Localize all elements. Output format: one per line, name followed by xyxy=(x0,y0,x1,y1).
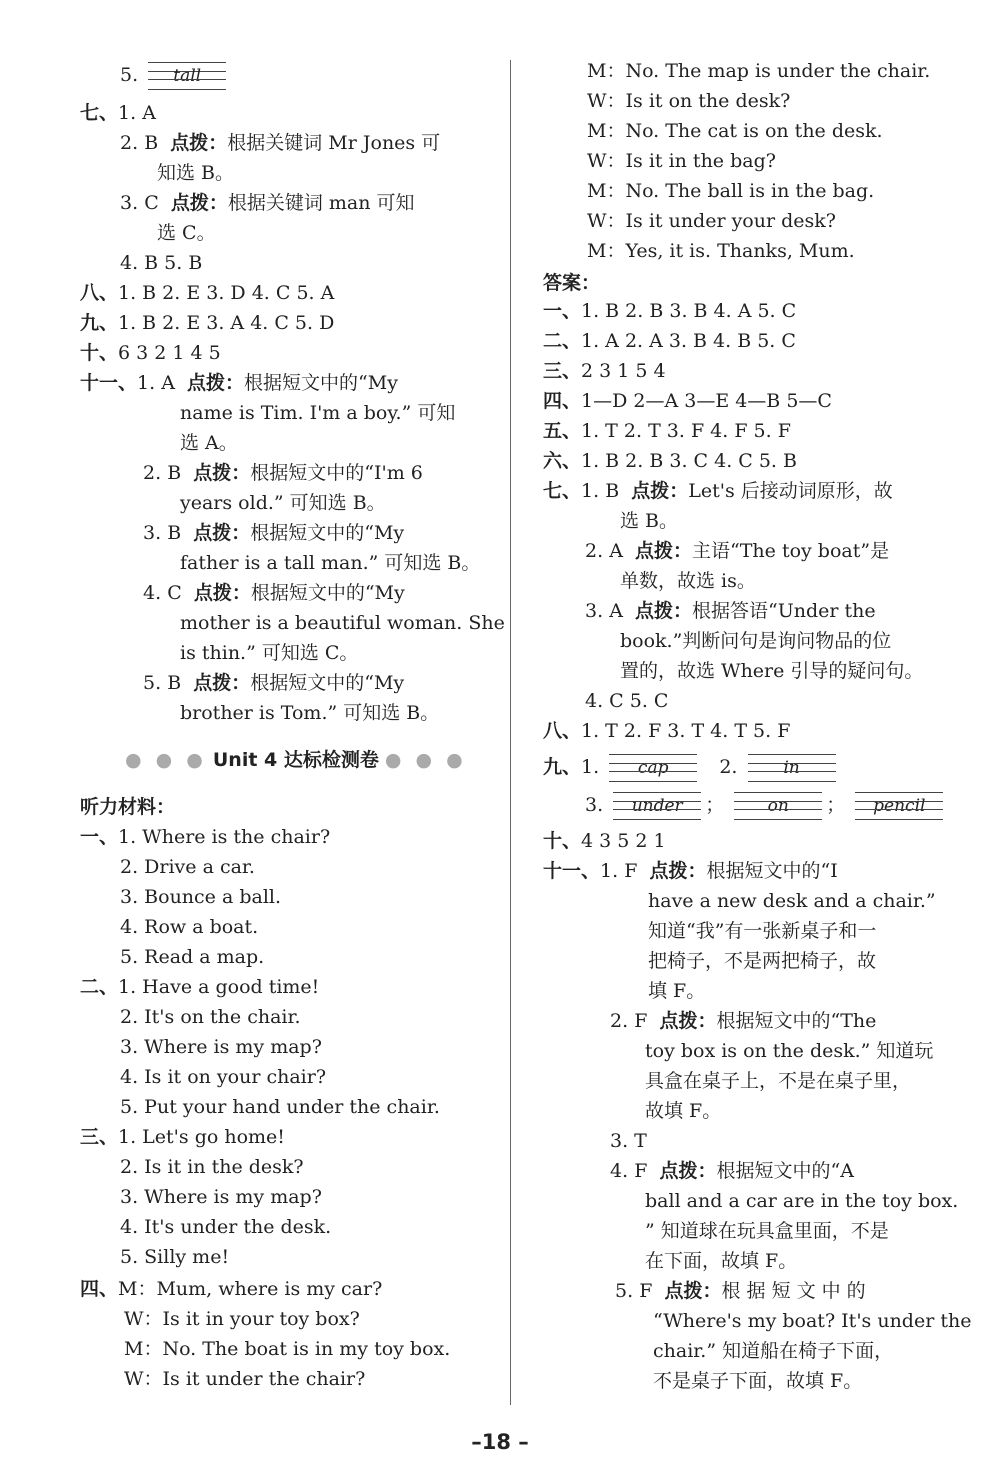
answer-line: 七、1. A xyxy=(80,102,156,124)
answer-line: 八、1. B 2. E 3. D 4. C 5. A xyxy=(80,282,335,304)
answer-line: 知选 B。 xyxy=(157,162,235,184)
answer-line: 单数，故选 is。 xyxy=(620,570,756,592)
answer-line: 5. B 点拨：根据短文中的“My xyxy=(143,672,405,694)
answer-line xyxy=(120,60,230,90)
script-line: 三、1. Let's go home! xyxy=(80,1126,285,1148)
answer-line: 十、6 3 2 1 4 5 xyxy=(80,342,221,364)
answer-line: 九、1. B 2. E 3. A 4. C 5. D xyxy=(80,312,335,334)
script-line: W：Is it under your desk? xyxy=(587,210,836,232)
answer-line: 4. C 点拨：根据短文中的“My xyxy=(143,582,405,604)
script-line: M：No. The boat is in my toy box. xyxy=(124,1338,451,1360)
script-line: M：Yes, it is. Thanks, Mum. xyxy=(587,240,855,262)
answer-line: 具盒在桌子上，不是在桌子里， xyxy=(645,1070,912,1092)
script-line: M：No. The ball is in the bag. xyxy=(587,180,875,202)
script-line: W：Is it on the desk? xyxy=(587,90,791,112)
answer-line: 5. F 点拨：根 据 短 文 中 的 xyxy=(615,1280,866,1302)
script-line: 5. Read a map. xyxy=(120,946,265,968)
answer-line: 二、1. A 2. A 3. B 4. B 5. C xyxy=(543,330,796,352)
answer-line: book.”判断问句是询问物品的位 xyxy=(620,630,892,652)
unit-title: ● ● ● Unit 4 达标检测卷 ● ● ● xyxy=(125,749,467,771)
answer-line: 3. B 点拨：根据短文中的“My xyxy=(143,522,405,544)
script-line: 4. Row a boat. xyxy=(120,916,259,938)
answer-line: 2. A 点拨：主语“The toy boat”是 xyxy=(585,540,890,562)
handwriting-box: in xyxy=(748,754,836,782)
script-line: 5. Silly me! xyxy=(120,1246,230,1268)
item-number: 5. xyxy=(120,64,139,86)
answer-line: 六、1. B 2. B 3. C 4. C 5. B xyxy=(543,450,797,472)
script-line: 5. Put your hand under the chair. xyxy=(120,1096,440,1118)
decorative-dots: ● ● ● xyxy=(384,749,467,771)
answer-line: 知道“我”有一张新桌子和一 xyxy=(648,920,877,942)
answer-line: 2. B 点拨：根据关键词 Mr Jones 可 xyxy=(120,132,441,154)
answer-line: 3. under ； on ； pencil xyxy=(585,790,947,820)
answer-line: father is a tall man.” 可知选 B。 xyxy=(180,552,481,574)
script-line: W：Is it in the bag? xyxy=(587,150,776,172)
answer-line: 置的，故选 Where 引导的疑问句。 xyxy=(620,660,924,682)
answer-line: 在下面，故填 F。 xyxy=(645,1250,798,1272)
answer-line: 把椅子，不是两把椅子，故 xyxy=(648,950,877,972)
script-line: M：No. The cat is on the desk. xyxy=(587,120,883,142)
answer-line: 四、1—D 2—A 3—E 4—B 5—C xyxy=(543,390,832,412)
answer-line: 五、1. T 2. T 3. F 4. F 5. F xyxy=(543,420,791,442)
script-line: W：Is it under the chair? xyxy=(124,1368,366,1390)
answer-line: 2. F 点拨：根据短文中的“The xyxy=(610,1010,877,1032)
handwriting-box: under xyxy=(613,792,701,820)
handwriting-box: pencil xyxy=(855,792,943,820)
answer-line: 七、1. B 点拨：Let's 后接动词原形，故 xyxy=(543,480,893,502)
script-line: 3. Bounce a ball. xyxy=(120,886,282,908)
answer-line: “Where's my boat? It's under the xyxy=(653,1310,972,1332)
script-line: W：Is it in your toy box? xyxy=(124,1308,360,1330)
answer-line: 三、2 3 1 5 4 xyxy=(543,360,666,382)
handwriting-box: on xyxy=(734,792,822,820)
script-line: 2. It's on the chair. xyxy=(120,1006,301,1028)
answer-line: 一、1. B 2. B 3. B 4. A 5. C xyxy=(543,300,797,322)
section-heading: 答案： xyxy=(543,272,601,294)
answer-line: 选 B。 xyxy=(620,510,679,532)
answer-line: 十一、1. F 点拨：根据短文中的“I xyxy=(543,860,838,882)
answer-line: have a new desk and a chair.” xyxy=(648,890,936,912)
answer-line: 4. C 5. C xyxy=(585,690,669,712)
handwriting-box: tall xyxy=(148,62,226,90)
script-line: 四、M：Mum, where is my car? xyxy=(80,1278,383,1300)
answer-line: 3. A 点拨：根据答语“Under the xyxy=(585,600,876,622)
answer-line: 填 F。 xyxy=(648,980,706,1002)
script-line: 2. Drive a car. xyxy=(120,856,255,878)
answer-line: chair.” 知道船在椅子下面， xyxy=(653,1340,894,1362)
answer-line: 选 C。 xyxy=(157,222,216,244)
handwriting-box: cap xyxy=(609,754,697,782)
answer-line: 4. B 5. B xyxy=(120,252,203,274)
answer-line: 八、1. T 2. F 3. T 4. T 5. F xyxy=(543,720,791,742)
column-divider xyxy=(510,60,511,1405)
answer-line: name is Tim. I'm a boy.” 可知 xyxy=(180,402,456,424)
script-line: 2. Is it in the desk? xyxy=(120,1156,304,1178)
answer-line: 4. F 点拨：根据短文中的“A xyxy=(610,1160,854,1182)
answer-line: 九、1. cap 2. in xyxy=(543,752,840,782)
answer-line: 故填 F。 xyxy=(645,1100,722,1122)
script-line: 3. Where is my map? xyxy=(120,1036,322,1058)
answer-line: 十、4 3 5 2 1 xyxy=(543,830,666,852)
script-line: 一、1. Where is the chair? xyxy=(80,826,331,848)
answer-line: mother is a beautiful woman. She xyxy=(180,612,505,634)
answer-line: brother is Tom.” 可知选 B。 xyxy=(180,702,440,724)
answer-line: years old.” 可知选 B。 xyxy=(180,492,386,514)
script-line: 3. Where is my map? xyxy=(120,1186,322,1208)
answer-line: toy box is on the desk.” 知道玩 xyxy=(645,1040,934,1062)
answer-line: ball and a car are in the toy box. xyxy=(645,1190,959,1212)
script-line: 二、1. Have a good time! xyxy=(80,976,320,998)
script-line: 4. Is it on your chair? xyxy=(120,1066,327,1088)
answer-line: 3. C 点拨：根据关键词 man 可知 xyxy=(120,192,415,214)
answer-line: is thin.” 可知选 C。 xyxy=(180,642,359,664)
answer-line: 不是桌子下面，故填 F。 xyxy=(653,1370,863,1392)
page-number: –18 – xyxy=(471,1430,529,1454)
decorative-dots: ● ● ● xyxy=(125,749,207,771)
section-heading: 听力材料： xyxy=(80,796,176,818)
answer-line: 3. T xyxy=(610,1130,647,1152)
script-line: M：No. The map is under the chair. xyxy=(587,60,931,82)
answer-line: 2. B 点拨：根据短文中的“I'm 6 xyxy=(143,462,423,484)
answer-line: ” 知道球在玩具盒里面，不是 xyxy=(645,1220,889,1242)
script-line: 4. It's under the desk. xyxy=(120,1216,332,1238)
answer-line: 十一、1. A 点拨：根据短文中的“My xyxy=(80,372,398,394)
answer-line: 选 A。 xyxy=(180,432,238,454)
